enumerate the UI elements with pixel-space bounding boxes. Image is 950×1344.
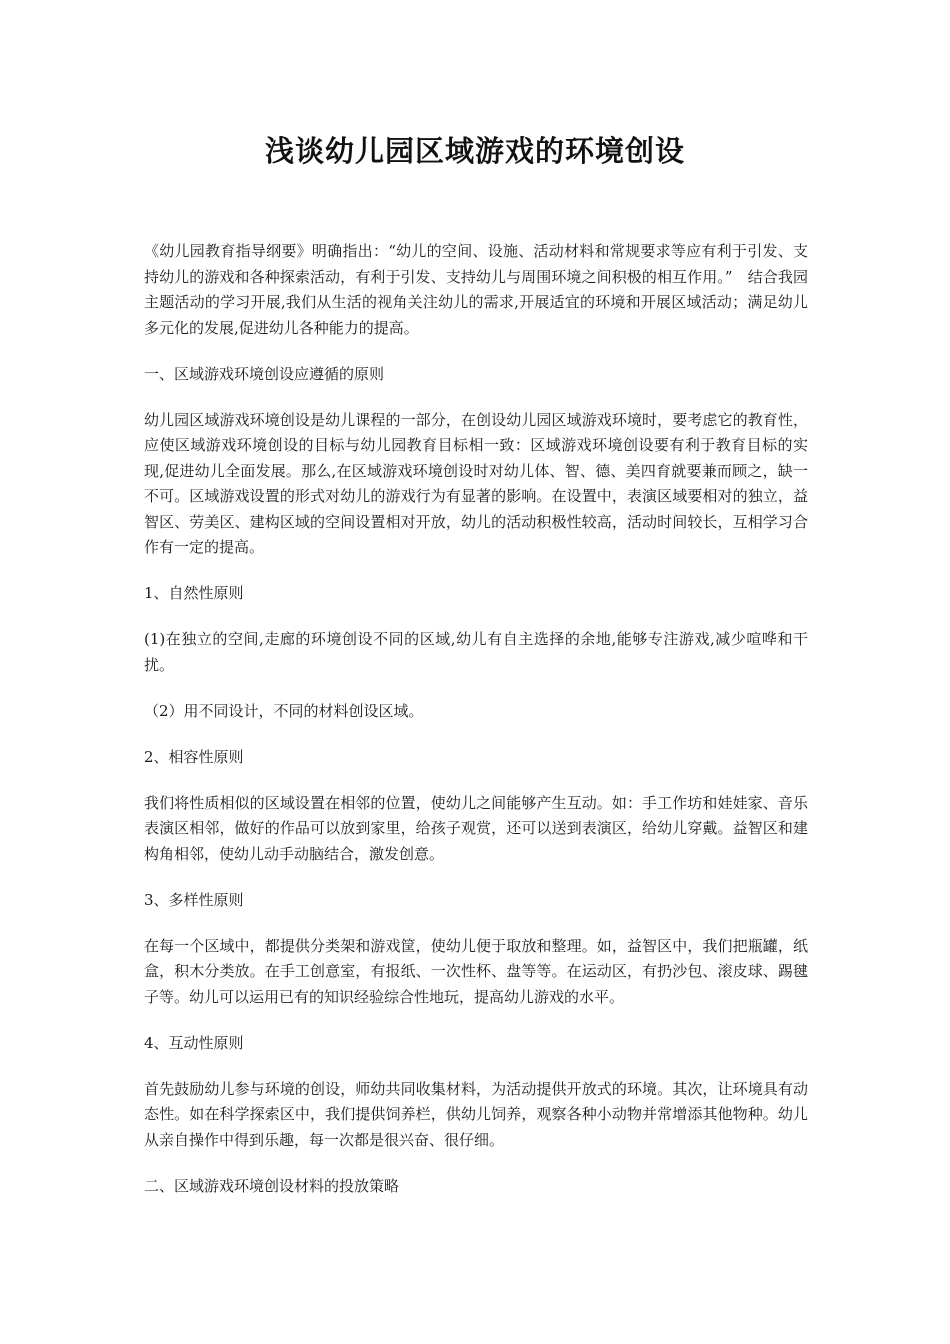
subheading-interactive: 4、互动性原则 xyxy=(144,1033,244,1052)
subheading-natural: 1、自然性原则 xyxy=(144,584,244,602)
subheading-compatible: 2、相容性原则 xyxy=(144,747,244,766)
paragraph-interactive: 首先鼓励幼儿参与环境的创设，师幼共同收集材料，为活动提供开放式的环境。其次，让环境具有动态性。如在科学探索区中，我们提供饲养栏，供幼儿饲养，观察各种小动物并常增添其他物种。幼儿从亲自操作中得到乐趣，每一次都是很兴奋、很仔细。 xyxy=(144,1079,808,1149)
paragraph-diverse: 在每一个区域中，都提供分类架和游戏筐，使幼儿便于取放和整理。如，益智区中，我们把瓶罐，纸盒，积木分类放。在手工创意室，有报纸、一次性杯、盘等等。在运动区，有扔沙包、滚皮球、踢毽子等。幼儿可以运用已有的知识经验综合性地玩，提高幼儿游戏的水平。 xyxy=(144,936,808,1006)
paragraph-natural-2: （2）用不同设计，不同的材料创设区域。 xyxy=(144,701,424,720)
section-heading-principles: 一、区域游戏环境创设应遵循的原则 xyxy=(144,364,385,383)
document-title: 浅谈幼儿园区域游戏的环境创设 xyxy=(264,134,685,168)
section-heading-materials: 二、区域游戏环境创设材料的投放策略 xyxy=(144,1176,400,1195)
subheading-diverse: 3、多样性原则 xyxy=(144,890,244,909)
paragraph-compatible: 我们将性质相似的区域设置在相邻的位置，使幼儿之间能够产生互动。如：手工作坊和娃娃家、音乐表演区相邻，做好的作品可以放到家里，给孩子观赏，还可以送到表演区，给幼儿穿戴。益智区和建构角相邻，使幼儿动手动脑结合，激发创意。 xyxy=(144,793,808,863)
paragraph-natural-1: (1)在独立的空间,走廊的环境创设不同的区域,幼儿有自主选择的余地,能够专注游戏,减少喧哗和干扰。 xyxy=(144,630,808,674)
paragraph-intro: 《幼儿园教育指导纲要》明确指出：“幼儿的空间、设施、活动材料和常规要求等应有利于引发、支持幼儿的游戏和各种探索活动，有利于引发、支持幼儿与周围环境之间积极的相互作用。” 结合我园主题活动的学习开展,我们从生活的视角关注幼儿的需求,开展适宜的环境和开展区域活动；满足幼儿多元化的发展,促进幼儿各种能力的提高。 xyxy=(144,242,808,337)
document-body xyxy=(144,239,808,1220)
paragraph-principles: 幼儿园区域游戏环境创设是幼儿课程的一部分，在创设幼儿园区域游戏环境时，要考虑它的教育性，应使区域游戏环境创设的目标与幼儿园教育目标相一致：区域游戏环境创设要有利于教育目标的实现,促进幼儿全面发展。那么,在区域游戏环境创设时对幼儿体、智、德、美四育就要兼而顾之，缺一不可。区域游戏设置的形式对幼儿的游戏行为有显著的影响。在设置中，表演区域要相对的独立，益智区、劳美区、建构区域的空间设置相对开放，幼儿的活动积极性较高，活动时间较长，互相学习合作有一定的提高。 xyxy=(144,410,808,556)
